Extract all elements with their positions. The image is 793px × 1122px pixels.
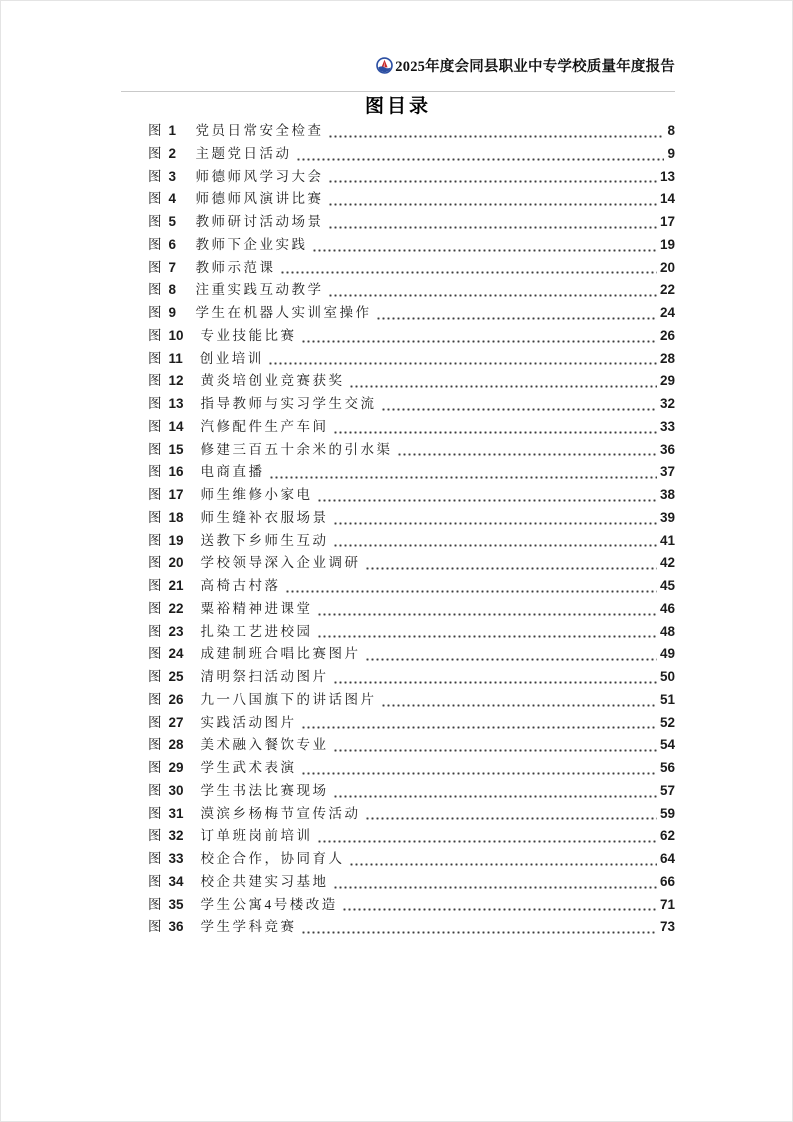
toc-entry[interactable] bbox=[121, 871, 675, 894]
page-number: 46 bbox=[659, 600, 675, 616]
dot-leader bbox=[333, 780, 657, 803]
toc-entry[interactable] bbox=[121, 712, 675, 735]
toc-entry[interactable] bbox=[121, 211, 675, 234]
page-number: 59 bbox=[659, 805, 675, 821]
figure-number: 21 bbox=[168, 578, 184, 593]
figure-title: 师生缝补衣服场景 bbox=[200, 509, 329, 525]
figure-number: 25 bbox=[168, 669, 184, 684]
figure-prefix-label: 图 bbox=[148, 464, 162, 480]
figure-prefix-label: 图 bbox=[148, 487, 162, 502]
figure-number: 23 bbox=[168, 623, 184, 639]
figure-number: 15 bbox=[168, 441, 184, 457]
page-number: 50 bbox=[659, 669, 675, 684]
figure-title: 指导教师与实习学生交流 bbox=[200, 396, 377, 411]
figure-prefix-label: 图 bbox=[148, 123, 162, 138]
dot-leader bbox=[301, 757, 657, 780]
figure-prefix-label: 图 bbox=[148, 191, 162, 207]
figure-title: 创业培训 bbox=[199, 350, 264, 366]
toc-entry[interactable] bbox=[121, 439, 675, 462]
dot-leader bbox=[328, 279, 657, 302]
page-number: 71 bbox=[659, 896, 675, 912]
dot-leader bbox=[301, 712, 657, 735]
figure-title: 师德师风学习大会 bbox=[195, 168, 324, 184]
toc-entry[interactable] bbox=[121, 757, 675, 780]
toc-entry[interactable] bbox=[121, 894, 675, 917]
figure-title: 送教下乡师生互动 bbox=[200, 532, 329, 548]
dot-leader bbox=[381, 393, 657, 416]
page-number: 42 bbox=[659, 555, 675, 571]
figure-title: 黄炎培创业竞赛获奖 bbox=[200, 373, 345, 389]
figure-prefix-label: 图 bbox=[148, 259, 162, 275]
page-number: 51 bbox=[659, 691, 675, 707]
page-number: 22 bbox=[659, 282, 675, 298]
page-number: 54 bbox=[659, 737, 675, 753]
figure-title: 学生武术表演 bbox=[200, 760, 297, 775]
figure-title: 高椅古村落 bbox=[200, 578, 281, 593]
page-number: 64 bbox=[659, 851, 675, 866]
page-number: 57 bbox=[659, 782, 675, 798]
figure-number: 3 bbox=[168, 168, 177, 184]
figure-number: 8 bbox=[168, 282, 177, 298]
figure-prefix-label: 图 bbox=[148, 145, 162, 161]
figure-prefix-label: 图 bbox=[148, 396, 162, 411]
figure-prefix-label: 图 bbox=[148, 555, 162, 571]
school-crest-icon bbox=[376, 57, 393, 74]
page-number: 66 bbox=[659, 873, 675, 889]
figure-prefix-label: 图 bbox=[148, 509, 162, 525]
figure-number: 36 bbox=[168, 919, 184, 935]
page-number: 9 bbox=[667, 145, 675, 161]
figure-title: 九一八国旗下的讲话图片 bbox=[200, 691, 377, 707]
figure-title: 学校领导深入企业调研 bbox=[200, 555, 361, 571]
dot-leader bbox=[333, 530, 657, 553]
figure-prefix-label: 图 bbox=[148, 327, 162, 343]
header-divider bbox=[121, 91, 675, 92]
toc-entry[interactable] bbox=[121, 575, 675, 598]
dot-leader bbox=[301, 916, 657, 939]
figure-prefix-label: 图 bbox=[148, 282, 162, 298]
page-number: 14 bbox=[659, 191, 675, 207]
figure-title: 师生维修小家电 bbox=[200, 487, 313, 502]
dot-leader bbox=[280, 257, 657, 280]
page-number: 20 bbox=[659, 259, 675, 275]
toc-entry[interactable] bbox=[121, 507, 675, 530]
page-number: 45 bbox=[659, 578, 675, 593]
figure-number: 31 bbox=[168, 805, 184, 821]
toc-entry[interactable] bbox=[121, 188, 675, 211]
dot-leader bbox=[328, 120, 665, 143]
figure-prefix-label: 图 bbox=[148, 305, 162, 320]
dot-leader bbox=[317, 598, 657, 621]
figure-number: 30 bbox=[168, 782, 184, 798]
page-header bbox=[121, 53, 675, 77]
dot-leader bbox=[349, 370, 657, 393]
figure-prefix-label: 图 bbox=[148, 578, 162, 593]
page-number: 29 bbox=[659, 373, 675, 389]
figure-number: 20 bbox=[168, 555, 184, 571]
figure-title: 教师示范课 bbox=[195, 259, 276, 275]
dot-leader bbox=[333, 666, 657, 689]
dot-leader bbox=[285, 575, 657, 598]
dot-leader bbox=[376, 302, 657, 325]
figure-number: 12 bbox=[168, 373, 184, 389]
page-number: 24 bbox=[659, 305, 675, 320]
page-number: 37 bbox=[659, 464, 675, 480]
dot-leader bbox=[333, 507, 657, 530]
figure-number: 18 bbox=[168, 509, 184, 525]
figure-number: 10 bbox=[168, 327, 184, 343]
figure-title: 成建制班合唱比赛图片 bbox=[200, 646, 361, 662]
figure-prefix-label: 图 bbox=[148, 873, 162, 889]
figure-title: 汽修配件生产车间 bbox=[200, 418, 329, 434]
dot-leader bbox=[397, 439, 657, 462]
figure-prefix-label: 图 bbox=[148, 782, 162, 798]
toc-entry[interactable] bbox=[121, 780, 675, 803]
figures-toc-title: 图目录 bbox=[364, 96, 431, 117]
toc-entry[interactable] bbox=[121, 916, 675, 939]
figure-prefix-label: 图 bbox=[148, 373, 162, 389]
figure-prefix-label: 图 bbox=[148, 760, 162, 775]
figure-title: 电商直播 bbox=[200, 464, 265, 480]
figure-number: 16 bbox=[168, 464, 184, 480]
figure-number: 34 bbox=[168, 873, 184, 889]
page-number: 41 bbox=[659, 532, 675, 548]
page-number: 39 bbox=[659, 509, 675, 525]
figure-title: 漠滨乡杨梅节宣传活动 bbox=[200, 805, 361, 821]
page-number: 32 bbox=[659, 396, 675, 411]
page-number: 28 bbox=[659, 350, 675, 366]
toc-entry[interactable] bbox=[121, 302, 675, 325]
page-number: 52 bbox=[659, 714, 675, 730]
toc-entry[interactable] bbox=[121, 621, 675, 644]
toc-entry[interactable] bbox=[121, 825, 675, 848]
figure-title: 订单班岗前培训 bbox=[200, 828, 313, 844]
figure-number: 5 bbox=[168, 214, 177, 229]
figure-title: 学生学科竞赛 bbox=[200, 919, 297, 935]
figure-prefix-label: 图 bbox=[148, 691, 162, 707]
figure-title: 专业技能比赛 bbox=[200, 327, 297, 343]
figure-title: 校企共建实习基地 bbox=[200, 873, 329, 889]
page-number: 49 bbox=[659, 646, 675, 662]
toc-entry[interactable] bbox=[121, 461, 675, 484]
figure-number: 26 bbox=[168, 691, 184, 707]
figure-number: 32 bbox=[168, 828, 184, 844]
dot-leader bbox=[333, 871, 657, 894]
toc-entry[interactable] bbox=[121, 120, 675, 143]
figure-number: 14 bbox=[168, 418, 184, 434]
figure-number: 24 bbox=[168, 646, 184, 662]
figure-title: 扎染工艺进校园 bbox=[200, 623, 313, 639]
toc-entry[interactable] bbox=[121, 598, 675, 621]
figure-prefix-label: 图 bbox=[148, 828, 162, 844]
figure-prefix-label: 图 bbox=[148, 919, 162, 935]
toc-entry[interactable] bbox=[121, 848, 675, 871]
figure-number: 17 bbox=[168, 487, 184, 502]
dot-leader bbox=[317, 825, 657, 848]
figure-title: 粟裕精神进课堂 bbox=[200, 600, 313, 616]
figure-number: 28 bbox=[168, 737, 184, 753]
toc-entry[interactable] bbox=[121, 643, 675, 666]
toc-entry[interactable] bbox=[121, 393, 675, 416]
toc-entry[interactable] bbox=[121, 689, 675, 712]
toc-entry[interactable] bbox=[121, 416, 675, 439]
dot-leader bbox=[328, 166, 657, 189]
figure-number: 9 bbox=[168, 305, 177, 320]
figure-title: 师德师风演讲比赛 bbox=[195, 191, 324, 207]
dot-leader bbox=[333, 416, 657, 439]
figure-title: 学生在机器人实训室操作 bbox=[195, 305, 372, 320]
figure-number: 1 bbox=[168, 123, 177, 138]
dot-leader bbox=[333, 734, 657, 757]
page-number: 48 bbox=[659, 623, 675, 639]
figure-number: 2 bbox=[168, 145, 177, 161]
dot-leader bbox=[317, 484, 657, 507]
figure-number: 22 bbox=[168, 600, 184, 616]
report-title: 2025年度会同县职业中专学校质量年度报告 bbox=[395, 58, 675, 75]
page-number: 36 bbox=[659, 441, 675, 457]
figure-title: 党员日常安全检查 bbox=[195, 123, 324, 138]
toc-entry[interactable] bbox=[121, 803, 675, 826]
page-number: 26 bbox=[659, 327, 675, 343]
figure-prefix-label: 图 bbox=[148, 214, 162, 229]
figure-prefix-label: 图 bbox=[148, 851, 162, 866]
toc-entry[interactable] bbox=[121, 484, 675, 507]
page-number: 19 bbox=[659, 236, 675, 252]
dot-leader bbox=[317, 621, 657, 644]
figure-title: 教师研讨活动场景 bbox=[195, 214, 324, 229]
toc-entry[interactable] bbox=[121, 666, 675, 689]
figure-number: 7 bbox=[168, 259, 177, 275]
figure-prefix-label: 图 bbox=[148, 168, 162, 184]
toc-entry[interactable] bbox=[121, 234, 675, 257]
page-number: 38 bbox=[659, 487, 675, 502]
dot-leader bbox=[349, 848, 657, 871]
dot-leader bbox=[301, 325, 657, 348]
figure-number: 6 bbox=[168, 236, 177, 252]
figure-number: 19 bbox=[168, 532, 184, 548]
figure-prefix-label: 图 bbox=[148, 896, 162, 912]
figure-number: 13 bbox=[168, 396, 184, 411]
figure-prefix-label: 图 bbox=[148, 532, 162, 548]
figure-prefix-label: 图 bbox=[148, 669, 162, 684]
toc-entry[interactable] bbox=[121, 530, 675, 553]
figure-title: 修建三百五十余米的引水渠 bbox=[200, 441, 393, 457]
figure-number: 11 bbox=[168, 350, 183, 366]
toc-entry[interactable] bbox=[121, 325, 675, 348]
figure-prefix-label: 图 bbox=[148, 418, 162, 434]
figure-prefix-label: 图 bbox=[148, 623, 162, 639]
figure-number: 27 bbox=[168, 714, 184, 730]
figure-title: 学生公寓4号楼改造 bbox=[200, 896, 338, 912]
page-number: 13 bbox=[659, 168, 675, 184]
figure-prefix-label: 图 bbox=[148, 350, 162, 366]
page-number: 62 bbox=[659, 828, 675, 844]
figure-title: 清明祭扫活动图片 bbox=[200, 669, 329, 684]
figure-title: 教师下企业实践 bbox=[195, 236, 308, 252]
figure-prefix-label: 图 bbox=[148, 805, 162, 821]
toc-entry[interactable] bbox=[121, 552, 675, 575]
figure-title: 主题党日活动 bbox=[195, 145, 292, 161]
dot-leader bbox=[365, 643, 657, 666]
figure-number: 33 bbox=[168, 851, 184, 866]
dot-leader bbox=[365, 552, 657, 575]
toc-entry[interactable] bbox=[121, 279, 675, 302]
figure-title: 实践活动图片 bbox=[200, 714, 297, 730]
toc-entry[interactable] bbox=[121, 143, 675, 166]
dot-leader bbox=[365, 803, 657, 826]
figure-number: 4 bbox=[168, 191, 177, 207]
toc-entry[interactable] bbox=[121, 734, 675, 757]
dot-leader bbox=[268, 348, 657, 371]
figure-prefix-label: 图 bbox=[148, 600, 162, 616]
dot-leader bbox=[381, 689, 657, 712]
figures-toc-list bbox=[121, 120, 675, 939]
dot-leader bbox=[296, 143, 665, 166]
toc-entry[interactable] bbox=[121, 257, 675, 280]
page-number: 17 bbox=[659, 214, 675, 229]
figure-number: 29 bbox=[168, 760, 184, 775]
toc-entry[interactable] bbox=[121, 166, 675, 189]
dot-leader bbox=[328, 188, 657, 211]
page-number: 33 bbox=[659, 418, 675, 434]
dot-leader bbox=[328, 211, 657, 234]
figure-prefix-label: 图 bbox=[148, 441, 162, 457]
figure-title: 注重实践互动教学 bbox=[195, 282, 324, 298]
page-number: 8 bbox=[667, 123, 675, 138]
page-number: 73 bbox=[659, 919, 675, 935]
figure-prefix-label: 图 bbox=[148, 714, 162, 730]
page-number: 56 bbox=[659, 760, 675, 775]
figure-title: 校企合作，协同育人 bbox=[200, 851, 345, 866]
dot-leader bbox=[269, 461, 657, 484]
figure-prefix-label: 图 bbox=[148, 646, 162, 662]
dot-leader bbox=[312, 234, 657, 257]
toc-entry[interactable] bbox=[121, 370, 675, 393]
toc-entry[interactable] bbox=[121, 348, 675, 371]
dot-leader bbox=[342, 894, 657, 917]
figure-prefix-label: 图 bbox=[148, 737, 162, 753]
figure-number: 35 bbox=[168, 896, 184, 912]
figure-title: 美术融入餐饮专业 bbox=[200, 737, 329, 753]
figure-title: 学生书法比赛现场 bbox=[200, 782, 329, 798]
figure-prefix-label: 图 bbox=[148, 236, 162, 252]
